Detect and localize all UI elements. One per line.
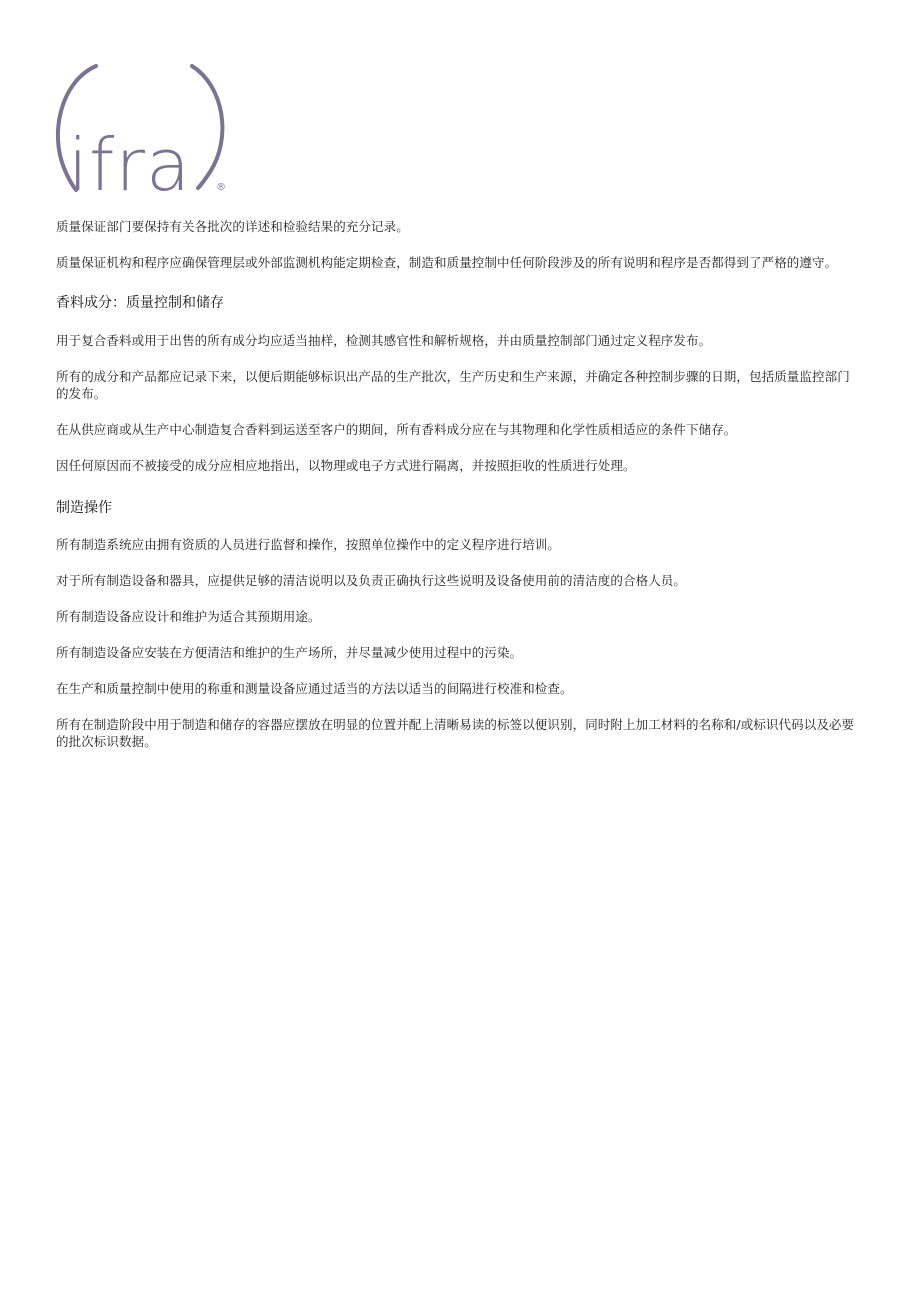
paragraph: 在生产和质量控制中使用的称重和测量设备应通过适当的方法以适当的间隔进行校准和检查。 xyxy=(56,681,573,696)
section-heading: 香料成分：质量控制和储存 xyxy=(56,295,224,311)
paragraph: 质量保证机构和程序应确保管理层或外部监测机构能定期检查，制造和质量控制中任何阶段涉及的所有说明和程序是否都得到了严格的遵守。 xyxy=(56,255,838,270)
paragraph: 对于所有制造设备和器具，应提供足够的清洁说明以及负责正确执行这些说明及设备使用前的清洁度的合格人员。 xyxy=(56,573,687,588)
paragraph: 所有在制造阶段中用于制造和储存的容器应摆放在明显的位置并配上清晰易读的标签以便识别，同时附上加工材料的名称和/或标识代码以及必要的批次标识数据。 xyxy=(56,717,855,749)
paragraph: 在从供应商或从生产中心制造复合香料到运送至客户的期间，所有香料成分应在与其物理和化学性质相适应的条件下储存。 xyxy=(56,422,737,437)
paragraph: 所有制造设备应设计和维护为适合其预期用途。 xyxy=(56,609,321,624)
paragraph: 所有制造系统应由拥有资质的人员进行监督和操作，按照单位操作中的定义程序进行培训。 xyxy=(56,537,561,552)
logo-oval-right-arc xyxy=(192,66,222,188)
logo-wordmark: ifra xyxy=(68,123,192,196)
paragraph: 所有制造设备应安装在方便清洁和维护的生产场所，并尽量减少使用过程中的污染。 xyxy=(56,645,523,660)
paragraph: 质量保证部门要保持有关各批次的详述和检验结果的充分记录。 xyxy=(56,219,409,234)
document-body xyxy=(56,218,862,750)
paragraph: 因任何原因而不被接受的成分应相应地指出，以物理或电子方式进行隔离，并按照拒收的性质进行处理。 xyxy=(56,458,636,473)
registered-mark: ® xyxy=(216,182,226,193)
paragraph: 所有的成分和产品都应记录下来，以便后期能够标识出产品的生产批次，生产历史和生产来源，并确定各种控制步骤的日期，包括质量监控部门的发布。 xyxy=(56,369,850,401)
paragraph: 用于复合香料或用于出售的所有成分均应适当抽样，检测其感官性和解析规格，并由质量控制部门通过定义程序发布。 xyxy=(56,333,712,348)
section-heading: 制造操作 xyxy=(56,500,112,516)
ifra-logo xyxy=(52,64,232,196)
